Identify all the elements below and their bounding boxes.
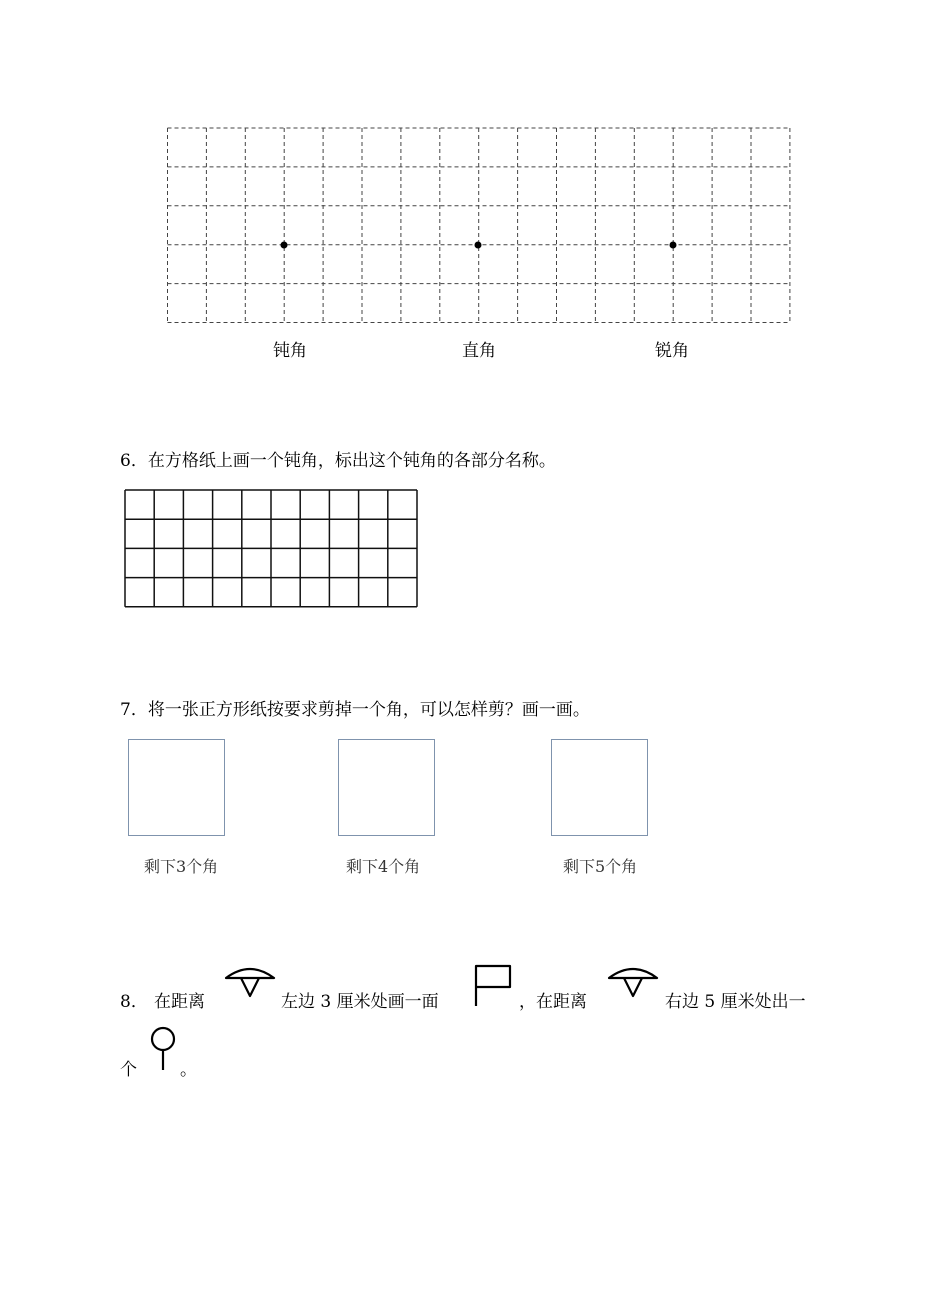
angle-grid [160, 120, 800, 330]
flag-icon [473, 962, 515, 1008]
square-paper-3[interactable] [551, 739, 648, 836]
question-6 [120, 450, 556, 472]
right-vertex-dot [475, 242, 482, 249]
question-text: 将一张正方形纸按要求剪掉一个角，可以怎样剪？画一画。 [147, 700, 590, 720]
question-text: 在方格纸上画一个钝角，标出这个钝角的各部分名称。 [147, 451, 556, 471]
question-number: 7． [120, 700, 148, 720]
question-8-text-3: ，在距离 [519, 992, 587, 1012]
question-8-text-1: 在距离 [154, 992, 205, 1012]
obtuse-vertex-dot [281, 242, 288, 249]
balloon-icon [147, 1026, 181, 1074]
pushpin-icon [222, 962, 278, 1002]
question-7 [120, 699, 590, 721]
question-8-text-6: 。 [180, 1060, 197, 1080]
square-label-1: 剩下3个角 [144, 857, 219, 876]
square-grid-paper[interactable] [123, 488, 420, 610]
label-right-angle: 直角 [462, 341, 496, 361]
square-label-3: 剩下5个角 [563, 857, 638, 876]
question-number: 6． [120, 451, 148, 471]
question-8-text-5: 个 [120, 1060, 137, 1080]
label-obtuse-angle: 钝角 [273, 341, 307, 361]
square-paper-1[interactable] [128, 739, 225, 836]
square-paper-2[interactable] [338, 739, 435, 836]
question-8-number: 8． [120, 992, 148, 1012]
question-8-text-2: 左边 3 厘米处画一面 [281, 992, 439, 1012]
square-label-2: 剩下4个角 [346, 857, 421, 876]
question-8-text-4: 右边 5 厘米处出一 [665, 992, 806, 1012]
label-acute-angle: 锐角 [655, 341, 689, 361]
acute-vertex-dot [670, 242, 677, 249]
pushpin-icon [605, 962, 661, 1002]
